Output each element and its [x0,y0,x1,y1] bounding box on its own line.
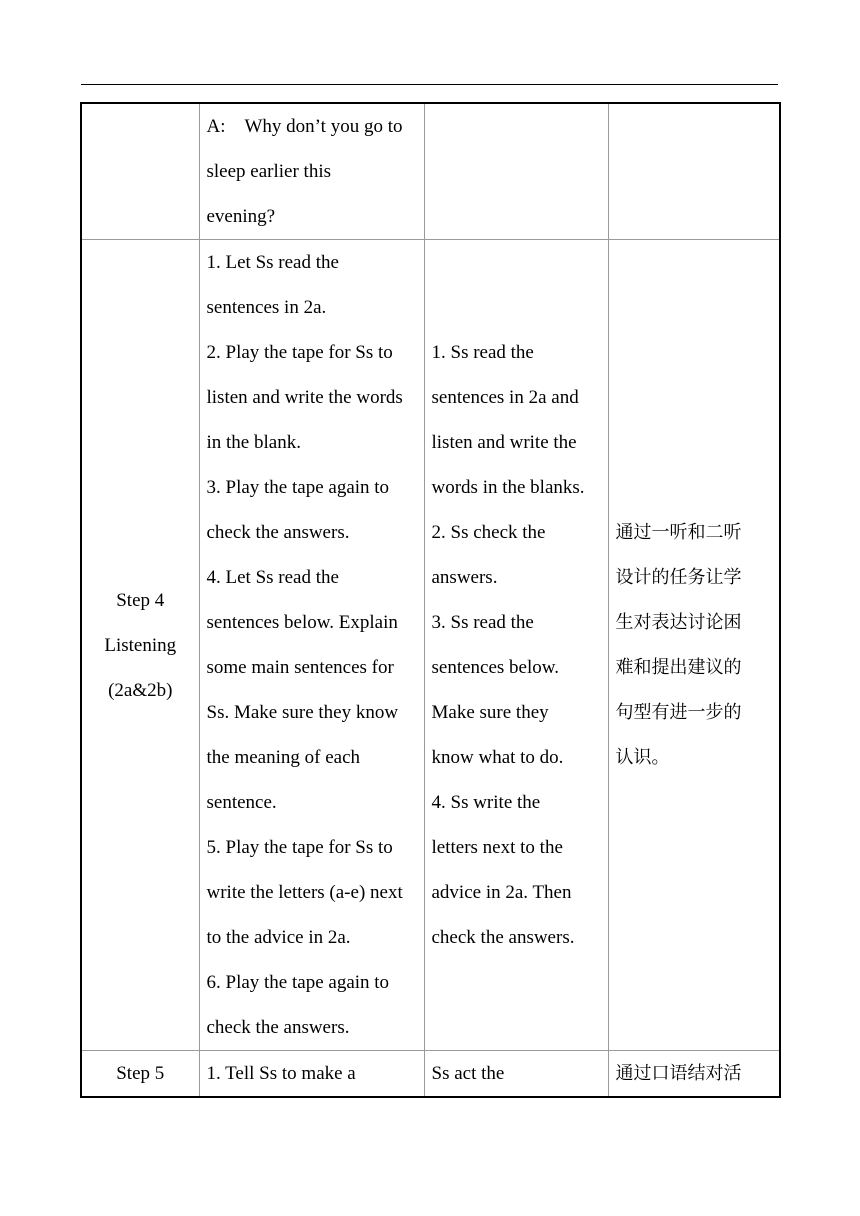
purpose-cell [608,1051,780,1098]
text-line: 难和提出建议的 [615,657,742,678]
text-line: A: Why don’t you go to [206,116,403,137]
text-line: sentences below. [431,657,559,678]
text-line: check the answers. [206,522,350,543]
text-line: 设计的任务让学 [615,567,742,588]
text-line: sentences below. Explain [206,612,398,633]
text-line: listen and write the words [206,387,403,408]
purpose-cell [608,240,780,1051]
text-line: 3. Play the tape again to [206,477,390,498]
text-line: listen and write the [431,432,577,453]
step-cell [81,1051,199,1098]
step-cell [81,240,199,1051]
text-line: check the answers. [206,1017,350,1038]
text-line: 6. Play the tape again to [206,972,390,993]
text-line: letters next to the [431,837,563,858]
text-line: evening? [206,206,276,227]
text-line: advice in 2a. Then [431,882,572,903]
teacher-activity-cell [199,240,424,1051]
text-line: Ss act the [431,1063,505,1084]
text-line: 通过口语结对活 [615,1063,742,1084]
text-line: 2. Ss check the [431,522,546,543]
text-line: 认识。 [615,747,670,768]
student-activity-cell [424,103,608,240]
text-line: in the blank. [206,432,301,453]
text-line: some main sentences for [206,657,394,678]
table-row [81,103,780,240]
text-line: write the letters (a-e) next [206,882,403,903]
text-line: Ss. Make sure they know [206,702,399,723]
text-line: 1. Ss read the [431,342,534,363]
text-line: sleep earlier this [206,161,332,182]
text-line: 1. Let Ss read the [206,252,339,273]
text-line: 句型有进一步的 [615,702,742,723]
table-row [81,240,780,1051]
text-line: 5. Play the tape for Ss to [206,837,393,858]
text-line: 3. Ss read the [431,612,534,633]
text-line: 4. Ss write the [431,792,541,813]
text-line: words in the blanks. [431,477,585,498]
text-line: sentence. [206,792,277,813]
step-cell [81,103,199,240]
text-line: know what to do. [431,747,564,768]
text-line: sentences in 2a. [206,297,327,318]
text-line: 4. Let Ss read the [206,567,339,588]
text-line: 生对表达讨论困 [615,612,742,633]
text-line: to the advice in 2a. [206,927,351,948]
step-label: Step 4 [116,589,165,611]
text-line: Make sure they [431,702,549,723]
text-line: check the answers. [431,927,575,948]
header-rule [81,84,778,85]
text-line: 1. Tell Ss to make a [206,1063,356,1084]
student-activity-cell [424,240,608,1051]
purpose-cell [608,103,780,240]
text-line: the meaning of each [206,747,361,768]
text-line: sentences in 2a and [431,387,579,408]
table-row [81,1051,780,1098]
step-label: Step 5 [116,1063,165,1084]
lesson-plan-table [80,102,781,1098]
step-detail: (2a&2b) [108,679,173,701]
text-line: 通过一听和二听 [615,522,742,543]
teacher-activity-cell [199,1051,424,1098]
step-title: Listening [104,634,177,656]
student-activity-cell [424,1051,608,1098]
teacher-activity-cell [199,103,424,240]
text-line: answers. [431,567,498,588]
text-line: 2. Play the tape for Ss to [206,342,393,363]
